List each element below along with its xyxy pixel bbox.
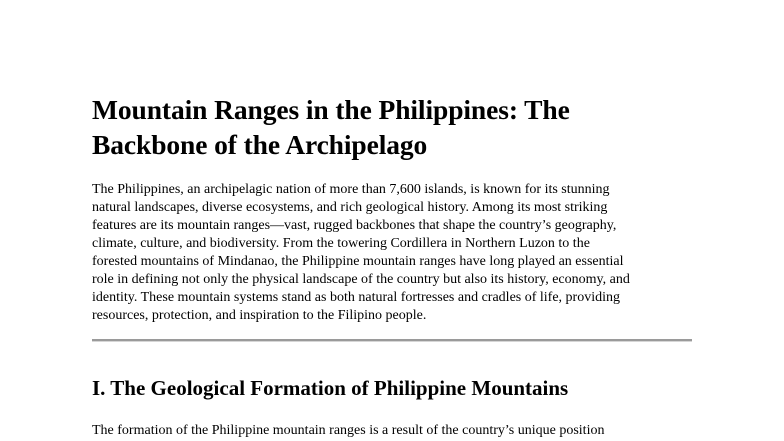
intro-line: The Philippines, an archipelagic nation of more than 7,600 islands, is known for its stunning (92, 182, 610, 197)
intro-line: features are its mountain ranges—vast, rugged backbones that shape the country’s geography, (92, 218, 617, 233)
intro-line: natural landscapes, diverse ecosystems, and rich geological history. Among its most striking (92, 200, 608, 215)
document-title-line-1: Mountain Ranges in the Philippines: The (92, 94, 570, 125)
horizontal-divider (92, 339, 692, 342)
intro-paragraph (92, 181, 692, 325)
section-heading: I. The Geological Formation of Philippine Mountains (92, 376, 569, 400)
document-title-line-2: Backbone of the Archipelago (92, 129, 428, 160)
intro-line: forested mountains of Mindanao, the Philippine mountain ranges have long played an essential (92, 254, 624, 269)
intro-line: climate, culture, and biodiversity. From the towering Cordillera in Northern Luzon to the (92, 236, 590, 251)
intro-line: resources, protection, and inspiration to the Filipino people. (92, 308, 427, 323)
intro-line: role in defining not only the physical landscape of the country but also its history, economy, and (92, 272, 630, 287)
intro-line: identity. These mountain systems stand as both natural fortresses and cradles of life, providing (92, 290, 620, 305)
section-body-paragraph: The formation of the Philippine mountain ranges is a result of the country’s unique position (92, 423, 605, 438)
document-title (92, 92, 692, 162)
